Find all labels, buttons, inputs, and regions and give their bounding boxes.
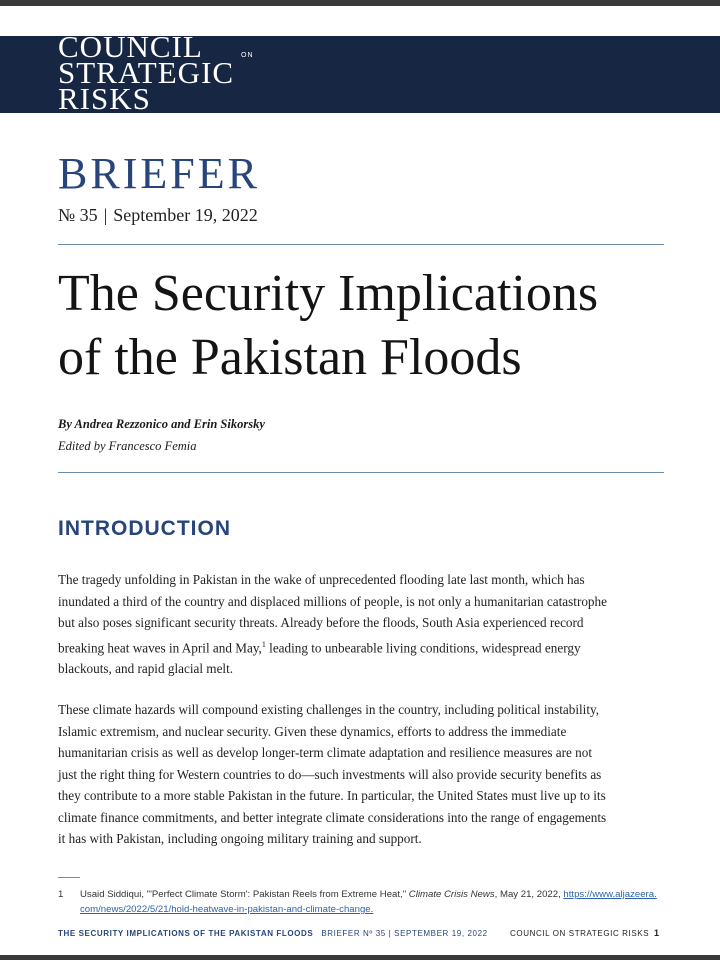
issue-line [58,205,258,226]
paragraph-2-line: climate finance commitments, and better integrate climate considerations into the range of engagements [58,809,607,825]
logo-line-risks: RISKS [58,81,151,113]
paragraph-1-line-text: breaking heat waves in April and May, [58,639,262,655]
paragraph-1-line: blackouts, and rapid glacial melt. [58,661,234,677]
footer-organization: COUNCIL ON STRATEGIC RISKS [510,929,650,938]
footnote-link-continued[interactable]: com/news/2022/5/21/hold-heatwave-in-pakistan-and-climate-change. [80,904,374,915]
footnote-ref-1[interactable]: 1 [261,639,266,649]
paragraph-1-line: The tragedy unfolding in Pakistan in the wake of unprecedented flooding late last month, which has [58,572,585,587]
footnote-text-b: , May 21, 2022, [494,889,564,900]
logo-line-council: COUNCIL [58,36,203,64]
section-heading-introduction: INTRODUCTION [58,517,231,540]
issue-number: № 35 [58,205,98,225]
footnote-source: Climate Crisis News [408,889,495,900]
bottom-edge-bar [0,955,720,960]
paragraph-2-line: humanitarian crisis as well as develop longer-term climate adaptation and resilience measures are not [58,745,592,760]
footnote-link[interactable]: https://www.aljazeera. [563,889,657,900]
paragraph-2-line: Islamic extremism, and nuclear security. Given these dynamics, efforts to address the immediate [58,723,567,739]
paragraph-2 [58,699,664,850]
running-footer [58,929,668,938]
footnote-text-a: Usaid Siddiqui, "'Perfect Climate Storm': Pakistan Reels from Extreme Heat," [80,889,409,900]
paragraph-2-line: These climate hazards will compound existing challenges in the country, including political instability, [58,702,600,717]
document-title [58,262,678,390]
paragraph-1 [58,569,664,680]
title-line-2: of the Pakistan Floods [58,329,522,386]
header-banner [0,36,720,113]
footer-meta: BRIEFER Nº 35 | SEPTEMBER 19, 2022 [321,929,488,938]
logo-line-strategic: STRATEGIC [58,55,235,90]
authors: By Andrea Rezzonico and Erin Sikorsky [58,417,265,431]
issue-separator: | [103,205,108,225]
paragraph-2-line: they contribute to a more stable Pakistan in the future. In particular, the United States must live up to its [58,788,606,803]
paragraph-1-line: but also poses significant security threats. Already before the floods, South Asia experienced record [58,615,584,630]
divider-top [58,244,664,245]
title-line-1: The Security Implications [58,265,599,322]
top-edge-bar [0,0,720,6]
paragraph-1-line: inundated a third of the country and displaced millions of people, is not only a humanitarian catastrophe [58,593,607,609]
paragraph-2-line: it has with Pakistan, including ongoing military training and support. [58,831,422,846]
footnote-divider [58,877,80,878]
paragraph-1-line-text: leading to unbearable living conditions, widespread energy [265,639,581,655]
divider-bottom [58,472,664,473]
issue-date: September 19, 2022 [113,205,258,225]
footnote-number: 1 [58,889,64,900]
footnote-text [80,887,657,902]
page-number: 1 [654,928,660,938]
footer-title: THE SECURITY IMPLICATIONS OF THE PAKISTAN FLOODS [58,929,314,938]
paragraph-2-line: just the right thing for Western countries to do—such investments will also provide security benefits as [58,766,602,782]
paragraph-1-line [58,634,664,659]
series-label: BRIEFER [58,149,260,198]
editor: Edited by Francesco Femia [58,439,197,453]
logo-on: ON [241,52,254,59]
